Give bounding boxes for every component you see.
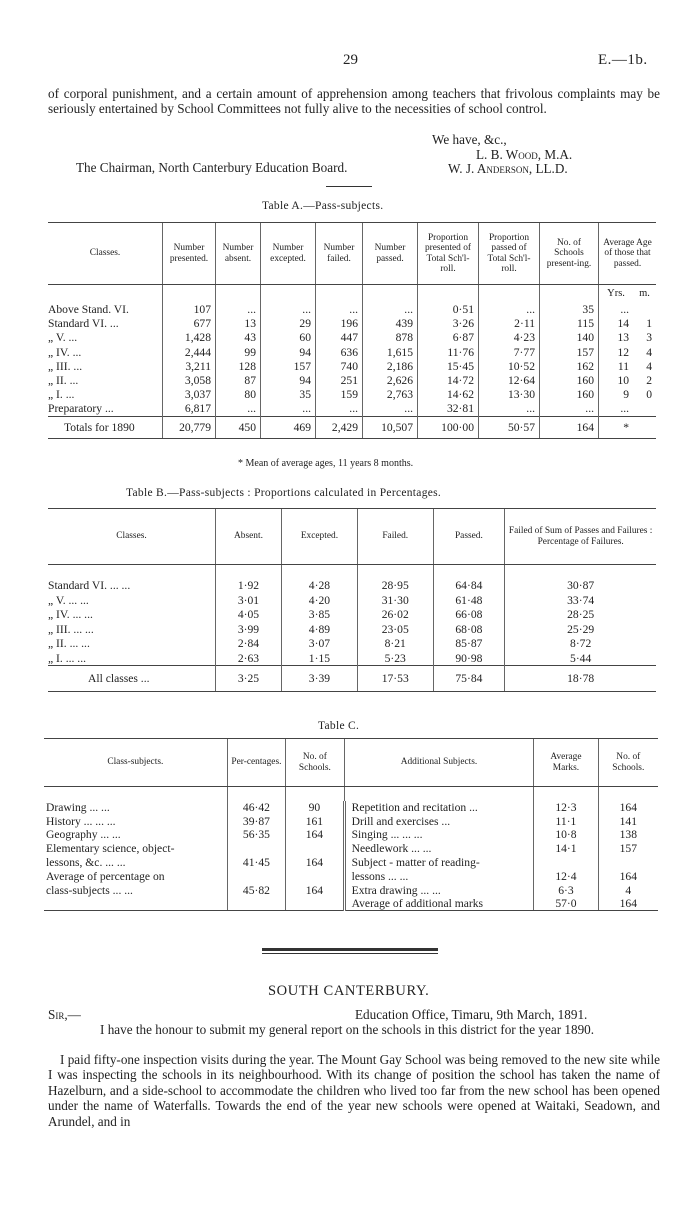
table-row <box>44 883 658 897</box>
table-b-cell: 3·39 <box>281 666 357 692</box>
table-a-cell: 20,779 <box>163 416 216 438</box>
table-b-cell: „ I. ... ... <box>48 651 86 665</box>
table-c-cell <box>598 856 658 870</box>
section-divider <box>326 186 372 187</box>
table-b-cell: 4·05 <box>215 608 281 623</box>
table-a-cell: 10 <box>599 373 634 387</box>
table-a-cell: 128 <box>216 359 261 373</box>
table-b-cell: 18·78 <box>505 666 656 692</box>
paragraph-2: I paid fifty-one inspection visits during the year. The Mount Gay School was being removed to the new site while I was inspecting the schools in its neighbourhood. With its change of position the school has taken the name of Hazelburn, and a side-school to accommodate the children who lived too far from the new school has been opened under the name of Waterfalls. Towards the end of the year new schools were opened at Waitaki, Seadown, and Arundel, and in <box>48 1052 660 1129</box>
table-a-cell: 1 <box>646 317 652 331</box>
table-c-cell <box>534 856 598 870</box>
table-a-cell: 7·77 <box>479 345 540 359</box>
table-c-cell <box>227 869 286 883</box>
table-b-cell: „ IV. ... ... <box>48 608 93 622</box>
table-a-cell: 35 <box>261 388 316 402</box>
table-a-cell: 469 <box>261 416 316 438</box>
table-b-cell: 28·95 <box>357 579 433 594</box>
table-b-cell: 17·53 <box>357 666 433 692</box>
table-b-cell: 5·44 <box>505 651 656 666</box>
table-a-cell: * <box>599 416 634 438</box>
table-b-header: Failed of Sum of Passes and Failures : Percentage of Failures. <box>505 509 656 565</box>
table-c-cell: 6·3 <box>534 883 598 897</box>
table-a-cell <box>163 285 216 303</box>
table-row <box>44 814 658 828</box>
table-c-cell <box>227 787 286 801</box>
table-b-cell: 66·08 <box>433 608 505 623</box>
table-c-cell: 12·3 <box>534 801 598 815</box>
table-row <box>48 622 656 637</box>
table-c-header: Additional Subjects. <box>344 739 534 787</box>
table-c-cell: Singing ... ... ... <box>344 828 534 842</box>
table-a-cell: 439 <box>363 317 418 331</box>
table-a-cell: 10·52 <box>479 359 540 373</box>
table-row <box>44 897 658 911</box>
document-reference: E.—1b. <box>598 52 648 68</box>
table-a-header: Proportion presented of Total Sch'l-roll. <box>418 223 479 285</box>
table-a-cell: 162 <box>540 359 599 373</box>
table-c-cell: 56·35 <box>227 828 286 842</box>
table-b-cell: 3·25 <box>215 666 281 692</box>
table-a-cell: ... <box>216 303 261 317</box>
table-a-cell: „ V. ... <box>48 331 78 345</box>
section-rule-thick <box>262 948 438 951</box>
table-b-header: Excepted. <box>281 509 357 565</box>
table-a-cell: 164 <box>540 416 599 438</box>
table-c-cell <box>227 842 286 856</box>
table-c <box>44 738 658 911</box>
table-row <box>48 608 656 623</box>
table-c-cell: 10·8 <box>534 828 598 842</box>
table-a-cell: 12 <box>599 345 634 359</box>
table-a-cell: „ II. ... <box>48 374 79 388</box>
table-c-cell: 90 <box>286 801 344 815</box>
table-a-cell: ... <box>540 402 599 416</box>
table-a-cell: 13 <box>599 331 634 345</box>
table-a-cell <box>479 285 540 303</box>
table-c-header: No. of Schools. <box>286 739 344 787</box>
table-b-cell: 8·21 <box>357 637 433 652</box>
table-b-cell: 33·74 <box>505 593 656 608</box>
table-b-cell: 2·84 <box>215 637 281 652</box>
table-a-cell: 14·62 <box>418 388 479 402</box>
table-row <box>48 593 656 608</box>
table-a-cell: 450 <box>216 416 261 438</box>
table-c-cell: lessons ... ... <box>344 869 534 883</box>
table-a-cell: 196 <box>316 317 363 331</box>
table-a-cell: 2·11 <box>479 317 540 331</box>
table-b-cell: 3·85 <box>281 608 357 623</box>
salutation: Sir,— <box>48 1007 81 1022</box>
table-c-cell: 46·42 <box>227 801 286 815</box>
table-a-cell: 4·23 <box>479 331 540 345</box>
table-c-cell: 141 <box>598 814 658 828</box>
table-a-cell: 2 <box>646 374 652 388</box>
table-row <box>44 828 658 842</box>
table-a-cell: 3,211 <box>163 359 216 373</box>
table-a-cell <box>633 416 656 438</box>
table-a-cell: „ IV. ... <box>48 345 82 359</box>
table-row <box>44 801 658 815</box>
table-a-cell: 157 <box>261 359 316 373</box>
table-a-cell: 13 <box>216 317 261 331</box>
table-c-cell <box>598 787 658 801</box>
table-row <box>48 317 656 331</box>
table-a-cell: 159 <box>316 388 363 402</box>
closing-line: We have, &c., <box>432 132 507 147</box>
table-a-cell: 4 <box>646 345 652 359</box>
table-a-cell: 115 <box>540 317 599 331</box>
signature-wood: L. B. Wood, M.A. <box>476 147 573 162</box>
table-c-cell: 164 <box>286 856 344 870</box>
table-a-cell: Standard VI. ... <box>48 317 119 331</box>
table-row <box>44 856 658 870</box>
table-a-cell: 157 <box>540 345 599 359</box>
table-c-cell: 157 <box>598 842 658 856</box>
table-a-cell: 35 <box>540 303 599 317</box>
table-b-cell: 31·30 <box>357 593 433 608</box>
table-row <box>48 402 656 416</box>
table-c-cell: 45·82 <box>227 883 286 897</box>
table-a-cell: 3,037 <box>163 388 216 402</box>
table-a-cell: 12·64 <box>479 373 540 387</box>
table-b-cell <box>505 565 656 579</box>
table-c-cell <box>344 787 534 801</box>
dateline: Education Office, Timaru, 9th March, 1891. <box>355 1007 588 1022</box>
table-c-cell: Geography ... ... <box>46 828 121 842</box>
table-a-cell: 1,615 <box>363 345 418 359</box>
table-a-units-row <box>48 285 656 303</box>
table-a-cell: „ III. ... <box>48 359 83 373</box>
table-c-cell: Extra drawing ... ... <box>344 883 534 897</box>
table-b-cell: 4·89 <box>281 622 357 637</box>
table-a-cell: Preparatory ... <box>48 402 114 416</box>
table-c-cell: 11·1 <box>534 814 598 828</box>
table-a-cell: 140 <box>540 331 599 345</box>
table-a-cell: 9 <box>599 388 634 402</box>
table-b-cell: 5·23 <box>357 651 433 666</box>
table-b-cell: 64·84 <box>433 579 505 594</box>
table-b-header: Absent. <box>215 509 281 565</box>
table-b-header: Failed. <box>357 509 433 565</box>
table-b-cell: 90·98 <box>433 651 505 666</box>
table-a-cell: 14·72 <box>418 373 479 387</box>
table-c-cell: Repetition and recitation ... <box>344 801 534 815</box>
table-b-cell: All classes ... <box>48 666 215 692</box>
table-c-cell: Average of percentage on <box>46 869 165 883</box>
table-b-cell: 26·02 <box>357 608 433 623</box>
table-c-title: Table C. <box>318 720 360 732</box>
table-c-cell <box>286 897 344 911</box>
table-a-cell: ... <box>216 402 261 416</box>
section-rule-thin <box>262 953 438 954</box>
table-a-cell: 1,428 <box>163 331 216 345</box>
table-b-cell: 28·25 <box>505 608 656 623</box>
table-row <box>48 651 656 666</box>
table-c-cell: Drill and exercises ... <box>344 814 534 828</box>
table-a-cell: 2,444 <box>163 345 216 359</box>
table-a-cell <box>418 285 479 303</box>
table-a-title: Table A.—Pass-subjects. <box>262 200 384 212</box>
table-a-header: Classes. <box>48 223 163 285</box>
paragraph-1: I have the honour to submit my general report on the schools in this district for the year 1890. <box>100 1022 595 1037</box>
table-row <box>48 303 656 317</box>
table-b-cell: 2·63 <box>215 651 281 666</box>
table-a-cell: 3,058 <box>163 373 216 387</box>
table-a-cell: 3·26 <box>418 317 479 331</box>
table-a-cell: 99 <box>216 345 261 359</box>
table-c-spacer-row <box>44 787 658 801</box>
table-a-cell: 94 <box>261 345 316 359</box>
table-c-header: Class-subjects. <box>44 739 227 787</box>
table-row <box>48 359 656 373</box>
table-a-cell: ... <box>316 303 363 317</box>
table-row <box>48 345 656 359</box>
table-a-cell: 878 <box>363 331 418 345</box>
table-c-cell: class-subjects ... ... <box>46 883 133 897</box>
table-c-cell: lessons, &c. ... ... <box>46 856 126 870</box>
table-a-cell: 0 <box>646 388 652 402</box>
table-c-cell: 14·1 <box>534 842 598 856</box>
table-b-cell <box>357 565 433 579</box>
table-b <box>48 508 656 692</box>
table-a-cell: 2,186 <box>363 359 418 373</box>
table-b-spacer-row <box>48 565 656 579</box>
table-c-cell <box>227 897 286 911</box>
table-a-cell: ... <box>479 402 540 416</box>
table-c-header: Average Marks. <box>534 739 598 787</box>
table-a-cell: ... <box>363 303 418 317</box>
table-a-cell: 15·45 <box>418 359 479 373</box>
table-c-cell: 164 <box>286 828 344 842</box>
table-a-cell: 6·87 <box>418 331 479 345</box>
table-b-cell <box>433 565 505 579</box>
table-c-header: Per-centages. <box>227 739 286 787</box>
table-a-cell: 29 <box>261 317 316 331</box>
table-b-cell: 1·92 <box>215 579 281 594</box>
table-a-header: Number passed. <box>363 223 418 285</box>
table-b-header: Classes. <box>48 509 215 565</box>
table-b-cell: Standard VI. ... ... <box>48 579 131 593</box>
table-b-cell: „ II. ... ... <box>48 637 90 651</box>
table-a-cell: 0·51 <box>418 303 479 317</box>
table-c-cell: 12·4 <box>534 869 598 883</box>
table-a-cell: 32·81 <box>418 402 479 416</box>
table-c-cell <box>44 897 227 911</box>
table-a-cell: Above Stand. VI. <box>48 303 129 317</box>
table-a-cell: 87 <box>216 373 261 387</box>
table-a-header: Number absent. <box>216 223 261 285</box>
table-b-cell: 3·07 <box>281 637 357 652</box>
table-a-cell: ... <box>363 402 418 416</box>
table-b-cell: 68·08 <box>433 622 505 637</box>
table-a-cell: „ I. ... <box>48 388 75 402</box>
table-a-cell <box>633 402 656 416</box>
table-row <box>44 869 658 883</box>
table-c-cell <box>286 869 344 883</box>
table-a-cell: 11 <box>599 359 634 373</box>
table-a-cell <box>48 285 163 303</box>
table-a-cell: 100·00 <box>418 416 479 438</box>
table-b-cell: 8·72 <box>505 637 656 652</box>
table-a-cell: 447 <box>316 331 363 345</box>
table-a-cell: 6,817 <box>163 402 216 416</box>
table-a-cell: 11·76 <box>418 345 479 359</box>
table-a-cell: ... <box>479 303 540 317</box>
table-a-cell: 2,626 <box>363 373 418 387</box>
table-a-cell: 50·57 <box>479 416 540 438</box>
table-a-cell: 740 <box>316 359 363 373</box>
table-a-cell: 636 <box>316 345 363 359</box>
intro-paragraph: of corporal punishment, and a certain amount of apprehension among teachers that frivolous complaints may be seriously entertained by School Committees not fully alive to the necessities of school control. <box>48 86 660 117</box>
table-a-cell <box>216 285 261 303</box>
table-c-cell: Drawing ... ... <box>46 800 110 814</box>
table-row <box>48 388 656 402</box>
table-c-cell: Average of additional marks <box>344 897 534 911</box>
table-c-cell: 164 <box>598 801 658 815</box>
table-a-header: Number failed. <box>316 223 363 285</box>
table-c-cell: 161 <box>286 814 344 828</box>
table-c-cell: 164 <box>598 869 658 883</box>
signature-anderson: W. J. Anderson, LL.D. <box>448 161 568 176</box>
table-a-cell <box>633 303 656 317</box>
table-b-cell: 30·87 <box>505 579 656 594</box>
table-b-header: Passed. <box>433 509 505 565</box>
table-a-cell: ... <box>261 402 316 416</box>
page-number: 29 <box>343 52 358 68</box>
table-a-age-unit: m. <box>639 288 650 300</box>
table-a-cell: 2,429 <box>316 416 363 438</box>
table-b-cell: 3·01 <box>215 593 281 608</box>
table-a-cell: 251 <box>316 373 363 387</box>
table-a-footnote: * Mean of average ages, 11 years 8 months. <box>238 458 414 469</box>
table-c-cell: Elementary science, object- <box>46 842 175 856</box>
table-b-cell: „ III. ... ... <box>48 622 94 636</box>
table-b-cell: 25·29 <box>505 622 656 637</box>
table-a-cell: 2,763 <box>363 388 418 402</box>
table-a-cell: 4 <box>646 359 652 373</box>
section-heading: SOUTH CANTERBURY. <box>268 983 430 999</box>
table-a <box>48 222 656 439</box>
table-b-cell <box>281 565 357 579</box>
table-b-cell: 4·20 <box>281 593 357 608</box>
table-a-cell <box>261 285 316 303</box>
table-a-header: Number excepted. <box>261 223 316 285</box>
table-a-cell: 3 <box>646 331 652 345</box>
table-c-cell: 4 <box>598 883 658 897</box>
table-c-header: No. of Schools. <box>598 739 658 787</box>
table-a-age-unit: Yrs. <box>599 285 634 303</box>
table-a-cell: 160 <box>540 373 599 387</box>
table-a-cell: 107 <box>163 303 216 317</box>
table-row <box>48 579 656 594</box>
table-a-cell: 13·30 <box>479 388 540 402</box>
table-c-cell <box>534 787 598 801</box>
table-b-title: Table B.—Pass-subjects : Proportions calculated in Percentages. <box>126 487 442 499</box>
table-b-cell: 1·15 <box>281 651 357 666</box>
table-a-cell: 14 <box>599 317 634 331</box>
table-a-cell <box>316 285 363 303</box>
table-c-cell: 138 <box>598 828 658 842</box>
table-a-header: No. of Schools present-ing. <box>540 223 599 285</box>
table-a-cell: 43 <box>216 331 261 345</box>
table-c-cell: 164 <box>598 897 658 911</box>
table-row <box>48 331 656 345</box>
table-row <box>48 637 656 652</box>
table-c-cell <box>286 787 344 801</box>
table-row <box>44 842 658 856</box>
table-b-cell: 61·48 <box>433 593 505 608</box>
table-a-cell: ... <box>599 303 634 317</box>
table-c-cell <box>44 787 227 801</box>
table-b-cell: 75·84 <box>433 666 505 692</box>
table-a-cell: 10,507 <box>363 416 418 438</box>
table-a-cell: 94 <box>261 373 316 387</box>
table-c-cell: 57·0 <box>534 897 598 911</box>
table-b-cell <box>48 565 215 579</box>
table-a-cell: 677 <box>163 317 216 331</box>
table-c-cell: Needlework ... ... <box>344 842 534 856</box>
table-a-header: Proportion passed of Total Sch'l-roll. <box>479 223 540 285</box>
table-row <box>48 416 656 438</box>
table-c-cell <box>286 842 344 856</box>
table-row <box>48 373 656 387</box>
table-a-cell: 60 <box>261 331 316 345</box>
table-b-cell: 3·99 <box>215 622 281 637</box>
table-c-cell: Subject - matter of reading- <box>344 856 534 870</box>
table-a-header: Number presented. <box>163 223 216 285</box>
table-b-cell: „ V. ... ... <box>48 593 89 607</box>
table-c-cell: 39·87 <box>227 814 286 828</box>
table-a-cell: ... <box>261 303 316 317</box>
table-row <box>48 666 656 692</box>
table-a-cell: Totals for 1890 <box>48 416 163 438</box>
table-b-cell: 23·05 <box>357 622 433 637</box>
table-b-cell: 85·87 <box>433 637 505 652</box>
table-a-cell: ... <box>599 402 634 416</box>
table-c-cell: History ... ... ... <box>46 814 116 828</box>
table-a-cell: 80 <box>216 388 261 402</box>
addressee: The Chairman, North Canterbury Education Board. <box>76 160 348 175</box>
table-b-cell: 4·28 <box>281 579 357 594</box>
table-a-cell <box>540 285 599 303</box>
table-a-cell <box>363 285 418 303</box>
table-a-header: Average Age of those that passed. <box>599 223 657 285</box>
table-a-cell: 160 <box>540 388 599 402</box>
table-b-cell <box>215 565 281 579</box>
table-a-cell: ... <box>316 402 363 416</box>
table-c-cell: 164 <box>286 883 344 897</box>
table-c-cell: 41·45 <box>227 856 286 870</box>
